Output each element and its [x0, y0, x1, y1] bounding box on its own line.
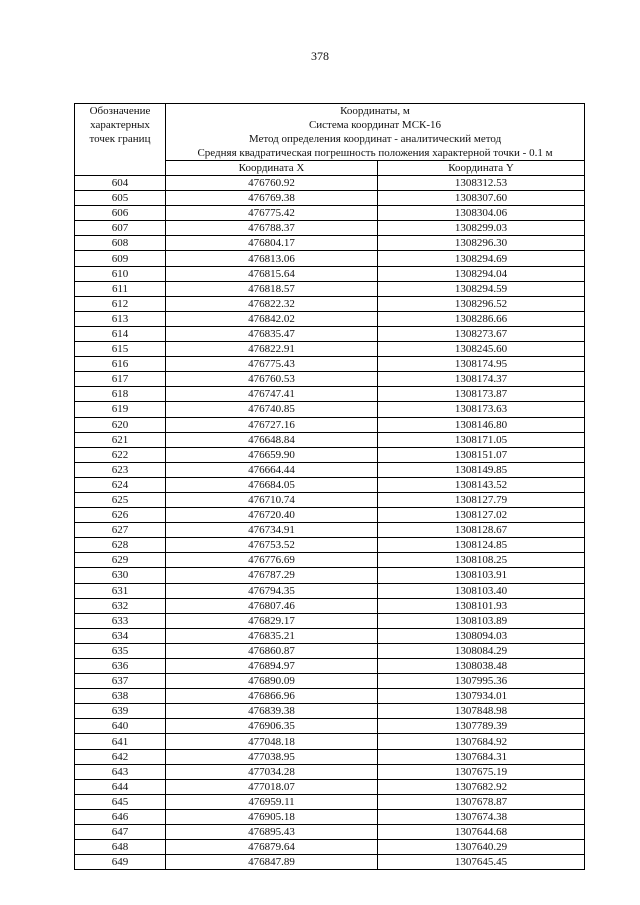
- point-cell: 624: [75, 477, 166, 492]
- point-cell: 617: [75, 372, 166, 387]
- table-row: [75, 825, 585, 840]
- x-coordinate-cell: 476860.87: [166, 643, 378, 658]
- table-row: [75, 372, 585, 387]
- coordinates-header: [166, 104, 585, 161]
- x-coordinate-cell: 476835.21: [166, 628, 378, 643]
- x-coordinate-cell: 476727.16: [166, 417, 378, 432]
- y-coordinate-cell: 1308143.52: [378, 477, 585, 492]
- x-coordinate-cell: 476866.96: [166, 689, 378, 704]
- x-coordinate-cell: 476804.17: [166, 236, 378, 251]
- table-row: [75, 462, 585, 477]
- x-coordinate-cell: 476760.92: [166, 176, 378, 191]
- point-cell: 636: [75, 659, 166, 674]
- table-row: [75, 689, 585, 704]
- y-coordinate-cell: 1308124.85: [378, 538, 585, 553]
- x-coordinate-cell: 476769.38: [166, 191, 378, 206]
- y-coordinate-cell: 1308299.03: [378, 221, 585, 236]
- point-cell: 619: [75, 402, 166, 417]
- x-coordinate-cell: 476684.05: [166, 477, 378, 492]
- table-row: [75, 357, 585, 372]
- y-coordinate-cell: 1308174.95: [378, 357, 585, 372]
- point-cell: 611: [75, 281, 166, 296]
- x-coordinate-cell: 476890.09: [166, 674, 378, 689]
- table-row: [75, 236, 585, 251]
- table-row: [75, 387, 585, 402]
- y-coordinate-cell: 1308128.67: [378, 523, 585, 538]
- y-coordinate-cell: 1308101.93: [378, 598, 585, 613]
- point-cell: 615: [75, 342, 166, 357]
- y-coordinate-cell: 1308174.37: [378, 372, 585, 387]
- table-row: [75, 191, 585, 206]
- point-cell: 640: [75, 719, 166, 734]
- y-coordinate-cell: 1307995.36: [378, 674, 585, 689]
- point-label-header: [75, 104, 166, 176]
- point-cell: 639: [75, 704, 166, 719]
- table-row: [75, 417, 585, 432]
- y-coordinate-cell: 1308296.30: [378, 236, 585, 251]
- y-coordinate-cell: 1307640.29: [378, 840, 585, 855]
- x-coordinate-cell: 476822.32: [166, 296, 378, 311]
- table-row: [75, 266, 585, 281]
- x-coordinate-cell: 477048.18: [166, 734, 378, 749]
- point-cell: 613: [75, 311, 166, 326]
- x-coordinate-cell: 477038.95: [166, 749, 378, 764]
- x-column-header: Координата X: [166, 161, 378, 176]
- point-cell: 626: [75, 508, 166, 523]
- table-row: [75, 613, 585, 628]
- point-cell: 642: [75, 749, 166, 764]
- point-cell: 638: [75, 689, 166, 704]
- y-coordinate-cell: 1308304.06: [378, 206, 585, 221]
- table-row: [75, 840, 585, 855]
- point-cell: 641: [75, 734, 166, 749]
- table-row: [75, 296, 585, 311]
- y-coordinate-cell: 1308307.60: [378, 191, 585, 206]
- x-coordinate-cell: 476879.64: [166, 840, 378, 855]
- point-cell: 648: [75, 840, 166, 855]
- point-cell: 635: [75, 643, 166, 658]
- y-coordinate-cell: 1307645.45: [378, 855, 585, 870]
- table-row: [75, 206, 585, 221]
- y-coordinate-cell: 1308173.63: [378, 402, 585, 417]
- x-coordinate-cell: 476959.11: [166, 794, 378, 809]
- point-cell: 637: [75, 674, 166, 689]
- coordinates-table: [74, 103, 585, 870]
- x-coordinate-cell: 476740.85: [166, 402, 378, 417]
- table-row: [75, 674, 585, 689]
- x-coordinate-cell: 476813.06: [166, 251, 378, 266]
- y-coordinate-cell: 1308294.59: [378, 281, 585, 296]
- point-cell: 646: [75, 809, 166, 824]
- y-coordinate-cell: 1307644.68: [378, 825, 585, 840]
- x-coordinate-cell: 476835.47: [166, 326, 378, 341]
- x-coordinate-cell: 476794.35: [166, 583, 378, 598]
- x-coordinate-cell: 476894.97: [166, 659, 378, 674]
- point-label-header-line: характерных: [90, 119, 150, 131]
- point-cell: 607: [75, 221, 166, 236]
- coordinates-header-line: Средняя квадратическая погрешность положения характерной точки - 0.1 м: [197, 147, 553, 159]
- point-cell: 614: [75, 326, 166, 341]
- y-coordinate-cell: 1307684.31: [378, 749, 585, 764]
- point-cell: 612: [75, 296, 166, 311]
- y-coordinate-cell: 1308294.04: [378, 266, 585, 281]
- point-cell: 604: [75, 176, 166, 191]
- point-cell: 625: [75, 492, 166, 507]
- table-row: [75, 628, 585, 643]
- x-coordinate-cell: 476747.41: [166, 387, 378, 402]
- table-row: [75, 538, 585, 553]
- x-coordinate-cell: 476822.91: [166, 342, 378, 357]
- x-coordinate-cell: 476788.37: [166, 221, 378, 236]
- x-coordinate-cell: 476905.18: [166, 809, 378, 824]
- x-coordinate-cell: 476648.84: [166, 432, 378, 447]
- y-coordinate-cell: 1307675.19: [378, 764, 585, 779]
- table-row: [75, 326, 585, 341]
- point-cell: 609: [75, 251, 166, 266]
- x-coordinate-cell: 476787.29: [166, 568, 378, 583]
- point-cell: 649: [75, 855, 166, 870]
- y-coordinate-cell: 1307789.39: [378, 719, 585, 734]
- x-coordinate-cell: 476659.90: [166, 447, 378, 462]
- x-coordinate-cell: 476760.53: [166, 372, 378, 387]
- x-coordinate-cell: 476734.91: [166, 523, 378, 538]
- table-row: [75, 553, 585, 568]
- x-coordinate-cell: 476775.42: [166, 206, 378, 221]
- y-coordinate-cell: 1308173.87: [378, 387, 585, 402]
- table-row: [75, 749, 585, 764]
- point-cell: 629: [75, 553, 166, 568]
- table-row: [75, 251, 585, 266]
- table-row: [75, 764, 585, 779]
- table-row: [75, 659, 585, 674]
- coordinates-table-body: [75, 104, 585, 870]
- point-cell: 644: [75, 779, 166, 794]
- x-coordinate-cell: 476847.89: [166, 855, 378, 870]
- x-coordinate-cell: 476807.46: [166, 598, 378, 613]
- table-row: [75, 221, 585, 236]
- point-cell: 631: [75, 583, 166, 598]
- y-coordinate-cell: 1308094.03: [378, 628, 585, 643]
- table-row: [75, 809, 585, 824]
- table-row: [75, 402, 585, 417]
- table-row: [75, 311, 585, 326]
- table-row: [75, 779, 585, 794]
- y-coordinate-cell: 1308312.53: [378, 176, 585, 191]
- table-row: [75, 477, 585, 492]
- x-coordinate-cell: 476776.69: [166, 553, 378, 568]
- point-cell: 606: [75, 206, 166, 221]
- y-coordinate-cell: 1307682.92: [378, 779, 585, 794]
- table-row: [75, 492, 585, 507]
- y-coordinate-cell: 1308171.05: [378, 432, 585, 447]
- y-coordinate-cell: 1308103.89: [378, 613, 585, 628]
- point-cell: 605: [75, 191, 166, 206]
- point-label-header-line: точек границ: [89, 133, 151, 145]
- y-coordinate-cell: 1308149.85: [378, 462, 585, 477]
- table-row: [75, 176, 585, 191]
- point-cell: 620: [75, 417, 166, 432]
- y-coordinate-cell: 1308127.79: [378, 492, 585, 507]
- y-coordinate-cell: 1307674.38: [378, 809, 585, 824]
- point-cell: 647: [75, 825, 166, 840]
- x-coordinate-cell: 476829.17: [166, 613, 378, 628]
- y-coordinate-cell: 1308245.60: [378, 342, 585, 357]
- point-cell: 645: [75, 794, 166, 809]
- y-coordinate-cell: 1308103.91: [378, 568, 585, 583]
- point-label-header-line: Обозначение: [89, 105, 151, 117]
- point-cell: 618: [75, 387, 166, 402]
- table-row: [75, 568, 585, 583]
- coordinates-header-line: Координаты, м: [340, 105, 410, 117]
- y-coordinate-cell: 1308296.52: [378, 296, 585, 311]
- coordinates-header-line: Система координат МСК-16: [308, 119, 442, 131]
- table-row: [75, 704, 585, 719]
- point-cell: 632: [75, 598, 166, 613]
- point-cell: 630: [75, 568, 166, 583]
- coordinates-header-line: Метод определения координат - аналитический метод: [248, 133, 502, 145]
- y-coordinate-cell: 1307684.92: [378, 734, 585, 749]
- point-cell: 634: [75, 628, 166, 643]
- y-coordinate-cell: 1308127.02: [378, 508, 585, 523]
- table-row: [75, 342, 585, 357]
- x-coordinate-cell: 476664.44: [166, 462, 378, 477]
- y-coordinate-cell: 1308103.40: [378, 583, 585, 598]
- x-coordinate-cell: 476720.40: [166, 508, 378, 523]
- table-header-row: [75, 104, 585, 161]
- table-row: [75, 598, 585, 613]
- x-coordinate-cell: 476815.64: [166, 266, 378, 281]
- x-coordinate-cell: 477034.28: [166, 764, 378, 779]
- table-row: [75, 643, 585, 658]
- table-row: [75, 855, 585, 870]
- x-coordinate-cell: 476710.74: [166, 492, 378, 507]
- point-cell: 608: [75, 236, 166, 251]
- point-cell: 621: [75, 432, 166, 447]
- point-cell: 633: [75, 613, 166, 628]
- x-coordinate-cell: 476775.43: [166, 357, 378, 372]
- table-row: [75, 734, 585, 749]
- table-row: [75, 281, 585, 296]
- y-coordinate-cell: 1308084.29: [378, 643, 585, 658]
- table-row: [75, 523, 585, 538]
- point-cell: 623: [75, 462, 166, 477]
- x-coordinate-cell: 476842.02: [166, 311, 378, 326]
- y-coordinate-cell: 1308108.25: [378, 553, 585, 568]
- point-cell: 610: [75, 266, 166, 281]
- y-coordinate-cell: 1308294.69: [378, 251, 585, 266]
- table-row: [75, 432, 585, 447]
- x-coordinate-cell: 476818.57: [166, 281, 378, 296]
- table-row: [75, 719, 585, 734]
- y-coordinate-cell: 1307848.98: [378, 704, 585, 719]
- y-coordinate-cell: 1308146.80: [378, 417, 585, 432]
- x-coordinate-cell: 477018.07: [166, 779, 378, 794]
- page-number: 378: [311, 49, 329, 63]
- table-row: [75, 447, 585, 462]
- table-row: [75, 583, 585, 598]
- point-cell: 616: [75, 357, 166, 372]
- y-coordinate-cell: 1307934.01: [378, 689, 585, 704]
- y-coordinate-cell: 1308273.67: [378, 326, 585, 341]
- point-cell: 622: [75, 447, 166, 462]
- x-coordinate-cell: 476906.35: [166, 719, 378, 734]
- x-coordinate-cell: 476839.38: [166, 704, 378, 719]
- table-row: [75, 508, 585, 523]
- x-coordinate-cell: 476753.52: [166, 538, 378, 553]
- y-coordinate-cell: 1307678.87: [378, 794, 585, 809]
- point-cell: 643: [75, 764, 166, 779]
- x-coordinate-cell: 476895.43: [166, 825, 378, 840]
- y-coordinate-cell: 1308151.07: [378, 447, 585, 462]
- table-row: [75, 794, 585, 809]
- y-coordinate-cell: 1308038.48: [378, 659, 585, 674]
- point-cell: 628: [75, 538, 166, 553]
- y-coordinate-cell: 1308286.66: [378, 311, 585, 326]
- y-column-header: Координата Y: [378, 161, 585, 176]
- point-cell: 627: [75, 523, 166, 538]
